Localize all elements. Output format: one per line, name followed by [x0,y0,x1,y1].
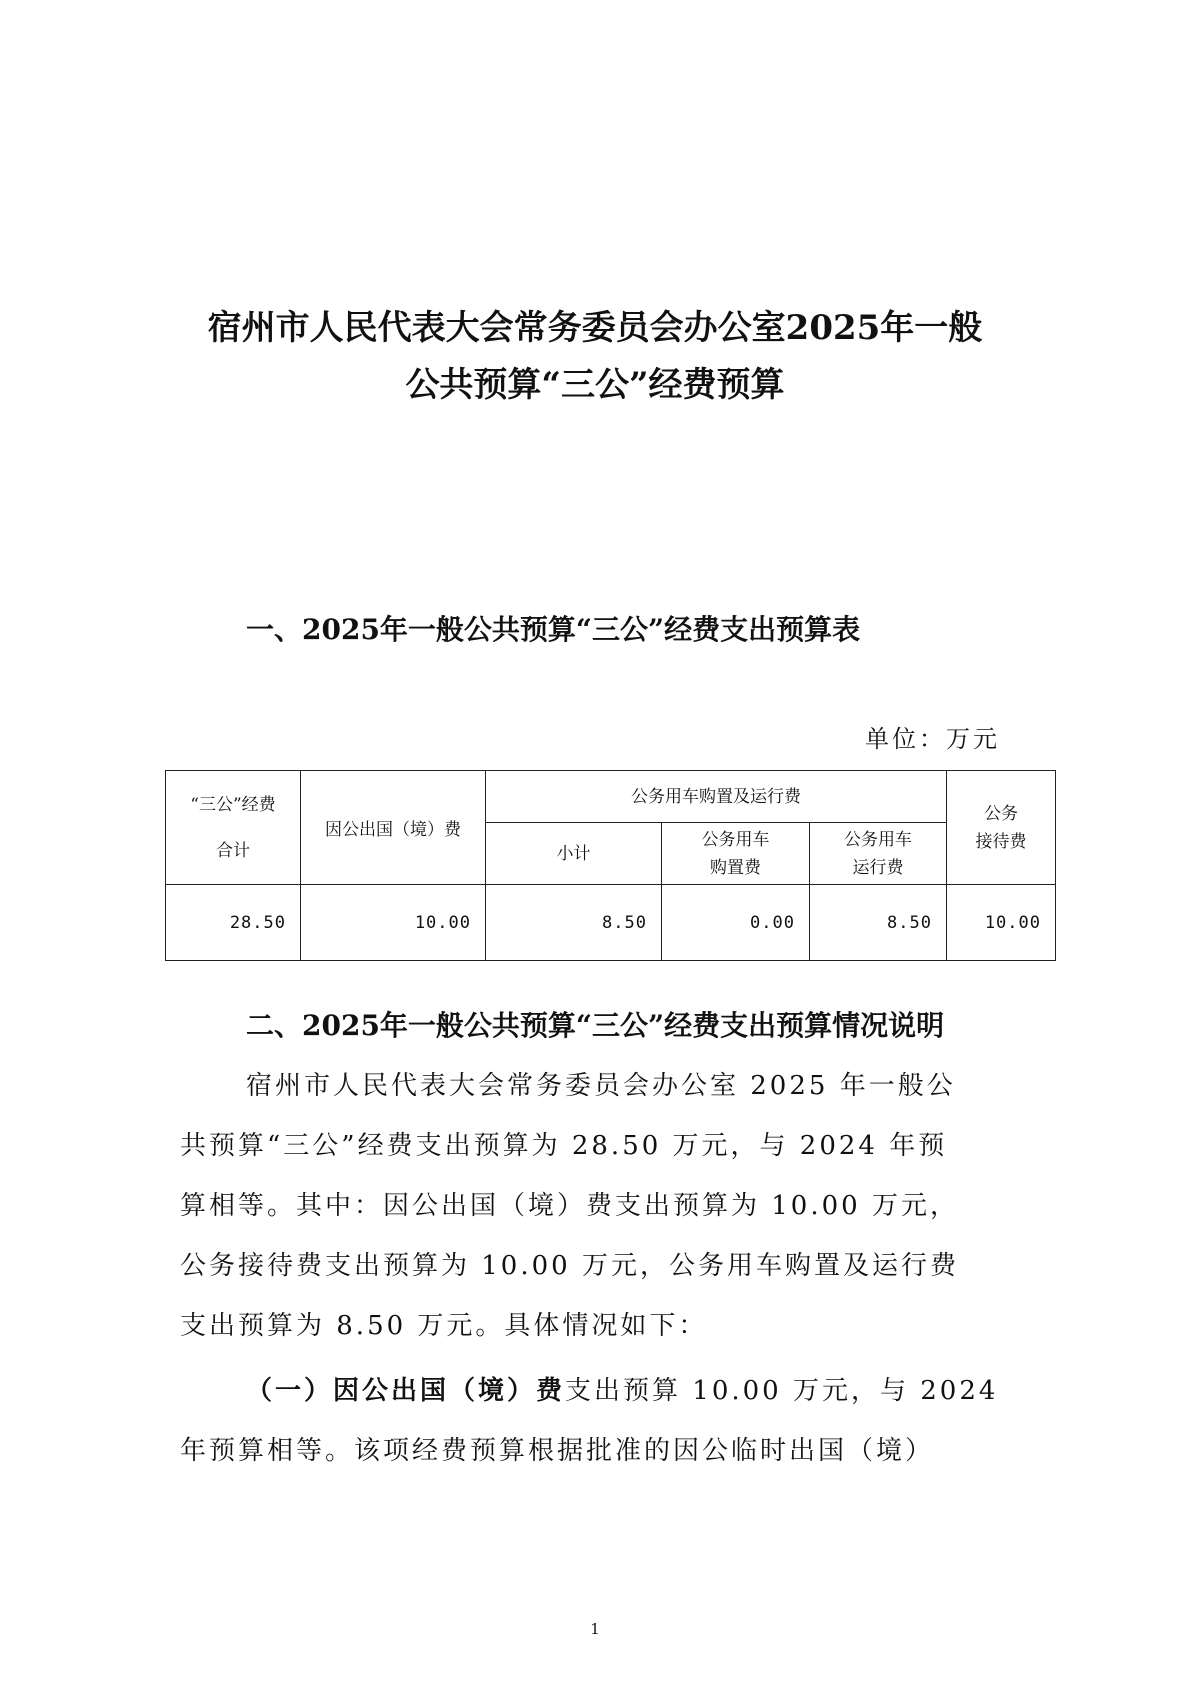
document-title-line2: 公共预算“三公”经费预算 [405,365,785,405]
page-number: 1 [590,1620,600,1638]
header-vehicle-operation-line2: 运行费 [852,857,904,878]
header-vehicle-operation-line1: 公务用车 [844,829,912,850]
body-line-2: 共预算“三公”经费支出预算为 28.50 万元，与 2024 年预 [180,1131,948,1161]
body-line-1: 宿州市人民代表大会常务委员会办公室 2025 年一般公 [246,1071,956,1101]
table-header-row-1 [166,771,1056,823]
item1-line1 [246,1365,1076,1418]
section1-heading: 一、2025年一般公共预算“三公”经费支出预算表 [246,613,861,646]
header-vehicle-purchase [662,823,810,885]
header-vehicle-subtotal: 小计 [486,823,662,885]
body-line-5: 支出预算为 8.50 万元。具体情况如下： [180,1311,708,1341]
item1-text: 支出预算 10.00 万元，与 2024 [565,1376,999,1406]
item1-label: （一）因公出国（境）费 [246,1376,566,1406]
body-line-4: 公务接待费支出预算为 10.00 万元，公务用车购置及运行费 [180,1251,959,1281]
section2-heading: 二、2025年一般公共预算“三公”经费支出预算情况说明 [246,1009,945,1042]
budget-table [165,770,1056,961]
header-vehicle-operation [810,823,947,885]
header-travel: 因公出国（境）费 [301,771,486,885]
header-reception [947,771,1056,885]
cell-travel: 10.00 [301,885,486,961]
header-total-line1: “三公”经费 [190,794,276,815]
header-vehicle-group: 公务用车购置及运行费 [486,771,947,823]
table-row [166,885,1056,961]
cell-total: 28.50 [166,885,301,961]
cell-vehicle-purchase: 0.00 [662,885,810,961]
unit-label: 单位：万元 [865,725,1000,753]
header-vehicle-purchase-line1: 公务用车 [701,829,770,850]
header-reception-line2: 接待费 [975,831,1027,852]
header-vehicle-purchase-line2: 购置费 [710,857,761,878]
cell-vehicle-subtotal: 8.50 [486,885,662,961]
header-reception-line1: 公务 [984,803,1018,824]
document-title-line1: 宿州市人民代表大会常务委员会办公室2025年一般 [207,308,983,348]
header-total [166,771,301,885]
body-line-3: 算相等。其中：因公出国（境）费支出预算为 10.00 万元， [180,1191,959,1221]
header-total-line2: 合计 [216,840,250,861]
cell-vehicle-operation: 8.50 [810,885,947,961]
cell-reception: 10.00 [947,885,1056,961]
item1-line2: 年预算相等。该项经费预算根据批准的因公临时出国（境） [180,1436,935,1466]
